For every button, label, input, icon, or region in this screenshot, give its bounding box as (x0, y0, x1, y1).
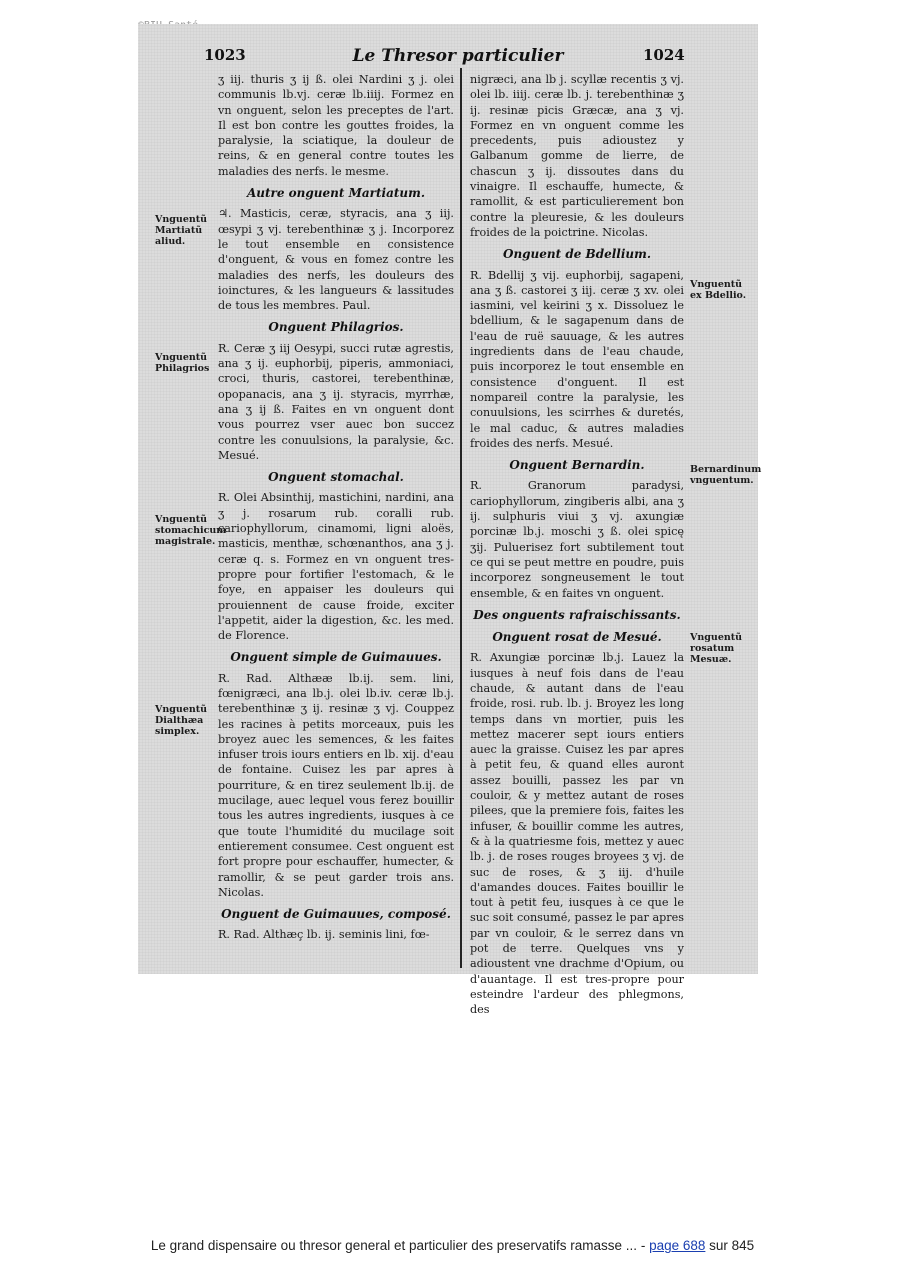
text-bernardin: R. Granorum paradysi, cariophyllorum, zingiberis albi, ana ʒ ij. sulphuris viui ʒ vj. axungiæ porcinæ lb.j. moschi ʒ ß. olei spicę ʒij. Puluerisez fort subtilement tout ce qui se peut mettre en poudre, puis incorporez songneusement le tout ensemble, & en faites vn onguent. (470, 479, 684, 600)
text-bdellium: R. Bdellij ʒ vij. euphorbij, sagapeni, ana ʒ ß. castorei ʒ iij. ceræ ʒ xv. olei iasmini, vel keirini ʒ x. Dissoluez le bdellium, & le sagapenum dans de l'eau de ruë sauuage, & les autres ingredients dans de l'eau chaude, puis incorporez le tout ensemble en consistence d'onguent. Il est nompareil contre la paralysie, les conuulsions, les scirrhes & duretés, le mal caduc, & autres maladies froides des nerfs. Mesué. (470, 268, 684, 450)
heading-bernardin: Onguent Bernardin. (509, 458, 645, 473)
left-page-number: 1023 (204, 46, 246, 64)
footer-caption (0, 1238, 905, 1253)
heading-bdellium: Onguent de Bdellium. (502, 247, 652, 262)
margin-note-stomachal: Vnguentũ stomachicum magistrale. (155, 514, 227, 547)
right-intro: nigræci, ana lb j. scyllæ recentis ʒ vj. olei lb. iiij. ceræ lb. j. terebenthinæ ʒ ij. resinæ picis Græcæ, ana ʒ vj. Formez en vn onguent comme les precedents, puis adioustez y Galbanum gomme de lierre, de chascun ʒ ij. dissoutes dans du vinaigre. Il eschauffe, humecte, & ramollit, & est particulierement bon contre la pleuresie, & les douleurs froides de la poictrine. Nicolas. (470, 73, 684, 239)
text-martiatum: ♃. Masticis, ceræ, styracis, ana ʒ iij. œsypi ʒ vj. terebenthinæ ʒ j. Incorporez le tout ensemble en consistence d'onguent, & vous en fomez contre les maladies des nerfs, les douleurs des ioinctures, & les langueurs & lassitudes de tous les membres. Paul. (218, 207, 454, 313)
left-column (218, 72, 454, 952)
heading-rosat: Onguent rosat de Mesué. (492, 630, 662, 645)
page-link[interactable]: page 688 (649, 1238, 706, 1253)
text-guimauues-simple: R. Rad. Althææ lb.ij. sem. lini, fœnigræci, ana lb.j. olei lb.iv. ceræ lb.j. terebenthinæ ʒ ij. resinæ ʒ vj. Couppez les racines à petits morceaux, puis les broyez auec les semences, & les faites infuser trois iours entiers en lb. xij. d'eau de fontaine. Cuisez les par apres à pourriture, & en tirez seulement lb.ij. de mucilage, auec lequel vous ferez bouillir tous les autres ingredients, iusques à ce que toute l'humidité du mucilage soit entierement consumee. Cest onguent est fort propre pour eschauffer, humecter, & ramollir, & se peut garder trois ans. Nicolas. (218, 671, 454, 899)
margin-note-bernardinum: Bernardinum vnguentum. (690, 464, 762, 486)
heading-stomachal: Onguent stomachal. (268, 470, 404, 485)
footer-total: sur 845 (709, 1238, 755, 1253)
margin-note-rosatum: Vnguentũ rosatum Mesuæ. (690, 632, 743, 665)
heading-guimauues-compose: Onguent de Guimauues, composé. (221, 907, 451, 922)
left-intro: ʒ iij. thuris ʒ ij ß. olei Nardini ʒ j. olei communis lb.vj. ceræ lb.iiij. Formez en vn onguent, selon les preceptes de l'art. Il est bon contre les gouttes froides, la paralysie, la sciatique, la douleur de reins, & en general contre toutes les maladies des nerfs. le mesme. (218, 73, 454, 178)
right-column (470, 72, 684, 1017)
text-guimauues-compose: R. Rad. Althæç lb. ij. seminis lini, fœ- (218, 928, 430, 942)
running-title: Le Thresor particulier (352, 46, 564, 66)
margin-note-martiatum: Vnguentũ Martiatũ aliud. (155, 214, 208, 247)
text-rosat: R. Axungiæ porcinæ lb.j. Lauez la iusques à neuf fois dans de l'eau chaude, & autant dans de l'eau froide, rosi. rub. lb. j. Broyez les long temps dans vn mortier, puis les mettez macerer sept iours entiers auec la graisse. Cuisez les par apres à petit feu, & quand elles auront assez bouilli, passez les par vn couloir, & y mettez autant de roses pilees, que la premiere fois, faites les infuser, & bouillir comme les autres, & à la quatriesme fois, mettez y auec lb. j. de roses rouges broyees ʒ vj. de suc de roses, & ʒ iij. d'huile d'amandes douces. Faites bouillir le tout à petit feu, iusques à ce que le suc soit consumé, passez le par apres par vn couloir, & le serrez dans vn pot de terre. Quelques vns y adioustent vne drachme d'Opium, ou d'auantage. Il est tres-propre pour esteindre l'ardeur des phlegmons, des (470, 651, 684, 1017)
margin-note-philagrios: Vnguentũ Philagrios (155, 352, 210, 374)
column-divider (460, 68, 462, 968)
heading-guimauues-simple: Onguent simple de Guimauues. (230, 650, 442, 665)
text-philagrios: R. Ceræ ʒ iij Oesypi, succi rutæ agrestis, ana ʒ ij. euphorbij, piperis, ammoniaci, croci, thuris, castorei, terebenthinæ, opopanacis, ana ʒ ij. styracis, myrrhæ, ana ʒ ij ß. Faites en vn onguent dont vous pourrez vser auec bon succez contre les conuulsions, la paralysie, &c. Mesué. (218, 341, 454, 462)
heading-martiatum: Autre onguent Martiatum. (246, 186, 426, 201)
text-stomachal: R. Olei Absinthij, mastichini, nardini, ana ʒ j. rosarum rub. coralli rub. cariophyllorum, cinamomi, ligni aloës, masticis, menthæ, schœnanthos, ana ʒ j. ceræ q. s. Formez en vn onguent tres-propre pour fortifier l'estomach, & le foye, en appaiser les douleurs qui prouiennent de cause froide, exciter l'appetit, aider la digestion, &c. les med. de Florence. (218, 491, 454, 643)
margin-note-dialthaea: Vnguentũ Dialthæa simplex. (155, 704, 208, 737)
margin-note-bdellio: Vnguentũ ex Bdellio. (690, 279, 747, 301)
heading-philagrios: Onguent Philagrios. (268, 320, 404, 335)
footer-title: Le grand dispensaire ou thresor general et particulier des preservatifs ramasse ... - (150, 1238, 646, 1253)
right-page-number: 1024 (643, 46, 685, 64)
scanned-page (138, 24, 762, 1017)
heading-rafraischissants: Des onguents rafraischissants. (473, 607, 681, 622)
